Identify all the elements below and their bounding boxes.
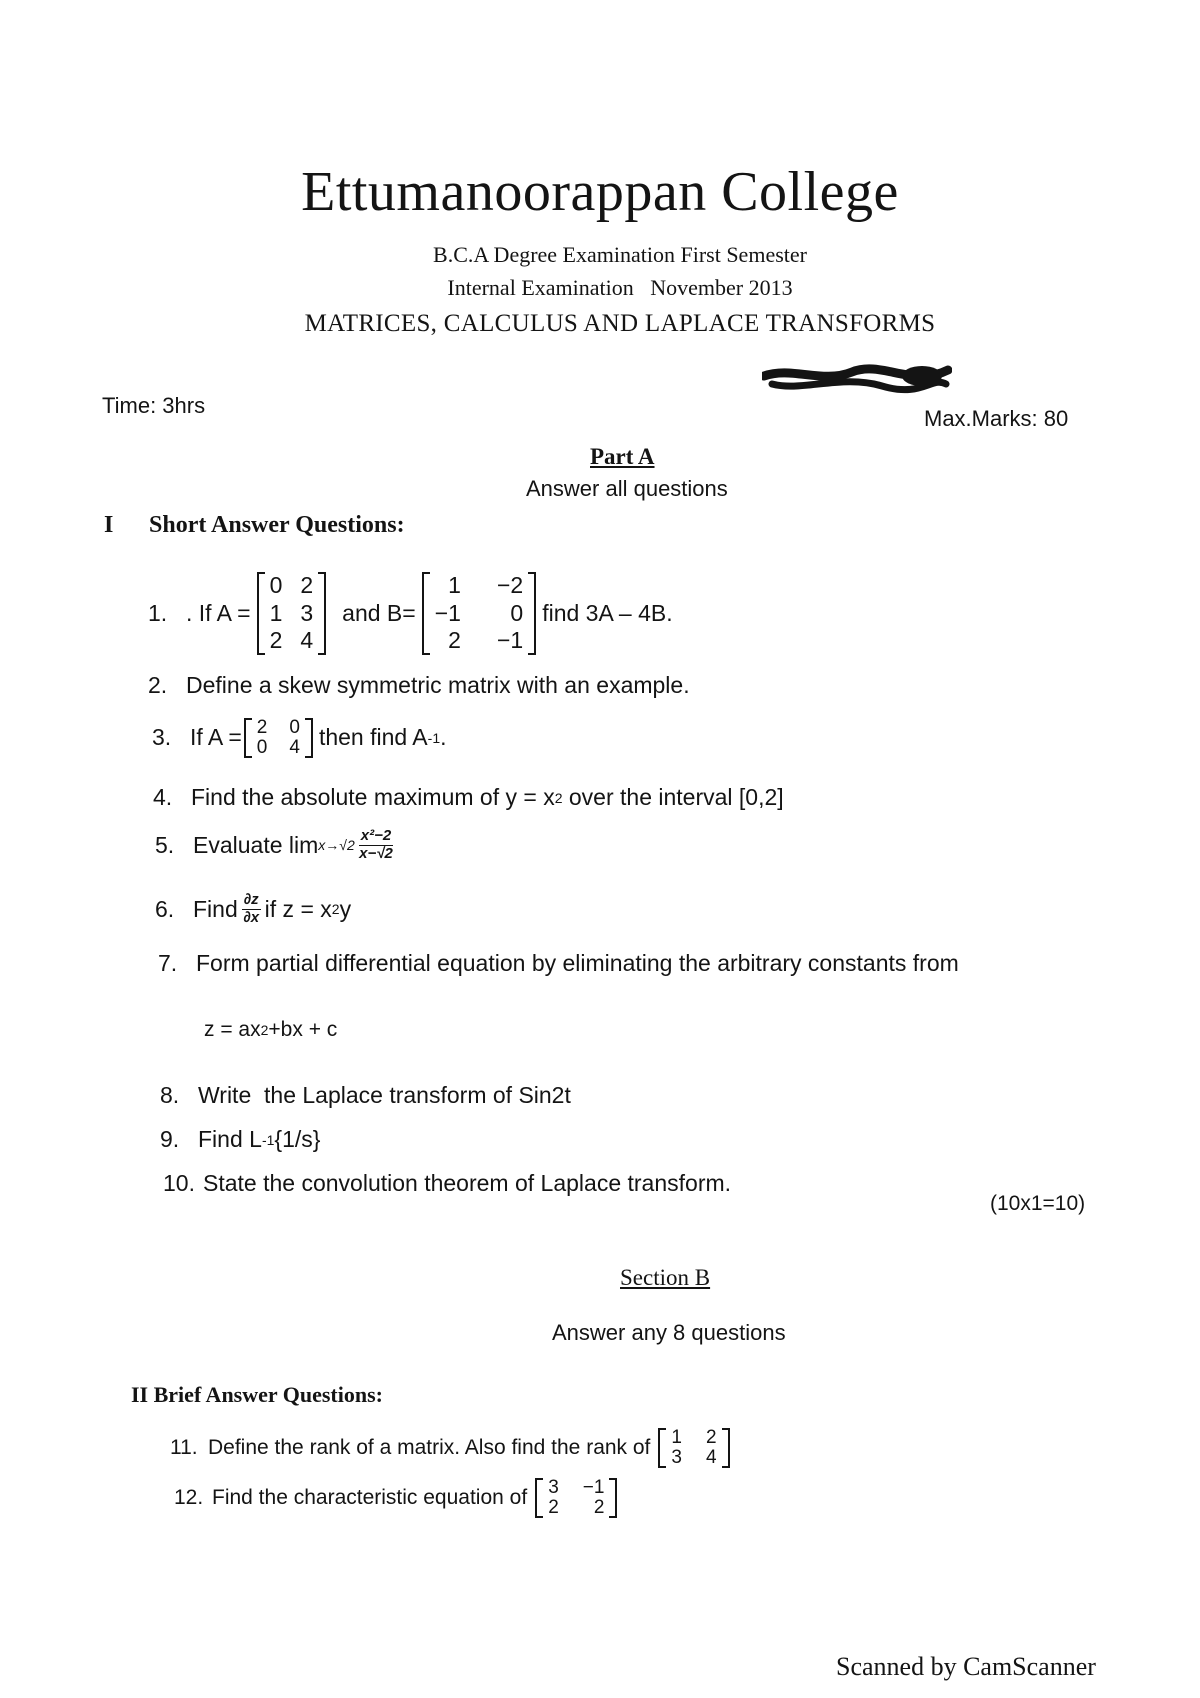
- question-text: y: [339, 895, 352, 922]
- equation-text: z = ax: [204, 1018, 261, 1041]
- matrix-cell: 1: [671, 1427, 682, 1448]
- matrix-cell: 1: [269, 599, 283, 626]
- question-9: [160, 1126, 320, 1153]
- superscript: -1: [261, 1131, 275, 1148]
- matrix-cell: 4: [705, 1446, 717, 1468]
- matrix-cell: 0: [256, 736, 268, 758]
- matrix-cell: 3: [548, 1477, 559, 1498]
- section-b-instruction: Answer any 8 questions: [552, 1320, 786, 1345]
- question-number: 6.: [155, 895, 175, 922]
- matrix-cell: −1: [496, 627, 524, 654]
- superscript: 2: [331, 901, 340, 917]
- fraction: [242, 892, 261, 926]
- question-text: and B=: [342, 599, 416, 626]
- redaction-scribble: [762, 362, 952, 398]
- matrix-cell: 2: [448, 627, 461, 654]
- matrix-a: [257, 572, 327, 655]
- equation-text: +bx + c: [268, 1018, 338, 1041]
- question-text: Find L: [198, 1126, 262, 1152]
- matrix-cell: 2: [593, 1496, 605, 1518]
- question-text: . If A =: [186, 599, 251, 626]
- section-b-title: Section B: [620, 1265, 711, 1290]
- question-text: Find the characteristic equation of: [212, 1485, 528, 1509]
- matrix-cell: −2: [496, 572, 524, 598]
- matrix: [658, 1428, 729, 1468]
- section-roman-numeral: I: [104, 512, 114, 538]
- question-text: Find the absolute maximum of y = x: [191, 784, 555, 810]
- degree-line: B.C.A Degree Examination First Semester: [433, 242, 807, 267]
- matrix-cell: 2: [705, 1427, 717, 1448]
- fraction-denominator: ∂x: [243, 908, 260, 926]
- exam-line: Internal Examination November 2013: [447, 275, 793, 300]
- matrix-cell: 1: [448, 572, 461, 598]
- matrix-cell: 4: [289, 736, 300, 758]
- question-text: if z = x: [264, 895, 332, 922]
- question-10: [163, 1170, 731, 1197]
- superscript: 2: [554, 789, 563, 806]
- question-text: {1/s}: [274, 1126, 321, 1152]
- question-number: 10.: [163, 1170, 195, 1196]
- question-text: Find: [193, 895, 238, 922]
- matrix: [535, 1478, 617, 1518]
- question-7: [158, 950, 959, 977]
- question-text: Define the rank of a matrix. Also find the rank of: [208, 1435, 651, 1459]
- question-text: then find A: [318, 724, 428, 751]
- question-4: [153, 784, 784, 811]
- question-6: [155, 892, 351, 926]
- question-text: Form partial differential equation by eliminating the arbitrary constants from: [196, 950, 959, 976]
- question-12: [174, 1478, 623, 1518]
- part-a-marks: (10x1=10): [990, 1192, 1086, 1215]
- question-11: [170, 1428, 736, 1468]
- matrix-cell: 2: [256, 717, 268, 738]
- question-8: [160, 1082, 571, 1109]
- camscanner-watermark: Scanned by CamScanner: [836, 1652, 1096, 1681]
- fraction: [359, 828, 393, 862]
- question-1: [148, 572, 673, 655]
- matrix-a: [244, 718, 313, 758]
- question-number: 11.: [170, 1435, 198, 1459]
- matrix-cell: 0: [269, 572, 283, 598]
- question-number: 8.: [160, 1082, 180, 1108]
- question-text: over the interval [0,2]: [562, 784, 784, 810]
- college-name: Ettumanoorappan College: [301, 161, 899, 223]
- matrix-cell: 2: [300, 572, 314, 598]
- question-number: 4.: [153, 784, 173, 810]
- matrix-cell: 0: [289, 717, 300, 738]
- matrix-cell: −1: [434, 599, 461, 626]
- question-text: State the convolution theorem of Laplace transform.: [203, 1170, 732, 1196]
- part-a-title: Part A: [590, 444, 655, 469]
- subscript: x→√2: [318, 837, 355, 853]
- matrix-cell: 4: [300, 627, 314, 654]
- short-answer-title: Short Answer Questions:: [149, 512, 405, 538]
- fraction-denominator: x−√2: [359, 844, 393, 862]
- matrix-cell: 3: [300, 599, 314, 626]
- time-allowed: Time: 3hrs: [102, 393, 206, 418]
- question-text: Define a skew symmetric matrix with an example.: [186, 672, 690, 698]
- matrix-cell: 3: [671, 1446, 682, 1468]
- question-text: Evaluate lim: [193, 831, 319, 858]
- question-3: [152, 718, 447, 758]
- matrix-cell: 2: [548, 1496, 559, 1518]
- question-number: 1.: [148, 599, 168, 626]
- matrix-cell: 2: [269, 627, 283, 654]
- question-number: 12.: [174, 1485, 204, 1509]
- question-number: 5.: [155, 831, 175, 858]
- matrix-cell: −1: [582, 1477, 605, 1498]
- question-number: 2.: [148, 672, 168, 698]
- question-7-equation: [204, 1018, 337, 1042]
- question-number: 9.: [160, 1126, 180, 1152]
- matrix-cell: 0: [510, 599, 524, 626]
- subject-title: MATRICES, CALCULUS AND LAPLACE TRANSFORMS: [304, 310, 936, 337]
- matrix-b: [422, 572, 536, 655]
- brief-answer-title: II Brief Answer Questions:: [131, 1382, 383, 1407]
- question-number: 7.: [158, 950, 178, 976]
- part-a-instruction: Answer all questions: [526, 476, 728, 501]
- fraction-numerator: ∂z: [243, 891, 259, 908]
- question-text: Write the Laplace transform of Sin2t: [198, 1082, 571, 1108]
- question-text: find 3A – 4B.: [542, 599, 673, 626]
- fraction-numerator: x²−2: [360, 827, 392, 844]
- superscript: 2: [260, 1022, 269, 1038]
- max-marks: Max.Marks: 80: [924, 406, 1069, 431]
- question-text: .: [440, 724, 447, 751]
- question-2: [148, 672, 690, 699]
- question-5: [155, 828, 397, 862]
- superscript: -1: [427, 729, 441, 746]
- question-text: If A =: [190, 724, 242, 751]
- question-number: 3.: [152, 724, 172, 751]
